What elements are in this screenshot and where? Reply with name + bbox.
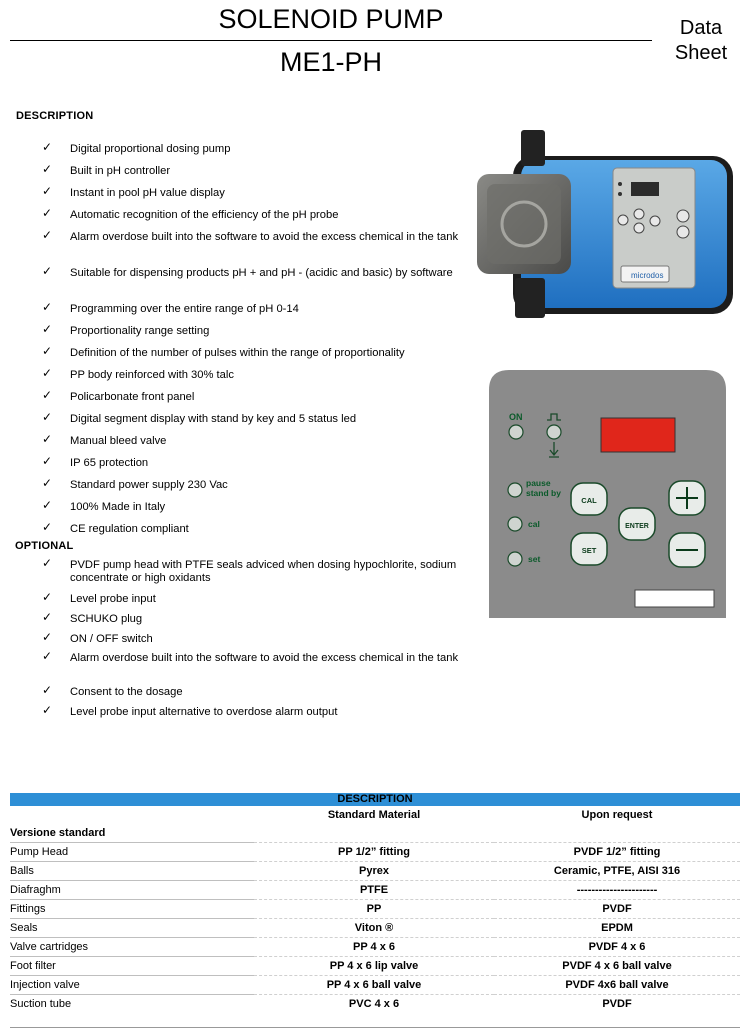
spec-table <box>10 793 740 1013</box>
enter-button-label: ENTER <box>625 523 649 530</box>
checkmark-icon: ✓ <box>42 498 53 512</box>
checkmark-icon: ✓ <box>42 556 53 570</box>
section-label: Versione standard <box>10 827 106 839</box>
optional-heading: OPTIONAL <box>15 540 74 552</box>
pause-led <box>508 483 522 497</box>
description-heading: DESCRIPTION <box>16 110 94 122</box>
checkmark-icon: ✓ <box>42 300 53 314</box>
table-header <box>10 793 740 806</box>
table-column-headers <box>10 806 740 824</box>
cal-led <box>508 517 522 531</box>
pulse-led <box>547 425 561 439</box>
checkmark-icon: ✓ <box>42 590 53 604</box>
cal-label: cal <box>528 519 540 529</box>
checkmark-icon: ✓ <box>42 520 53 534</box>
table-section <box>10 824 740 843</box>
brand-logo: microdos <box>631 271 664 280</box>
checkmark-icon: ✓ <box>42 610 53 624</box>
checkmark-icon: ✓ <box>42 703 53 717</box>
checkmark-icon: ✓ <box>42 344 53 358</box>
checkmark-icon: ✓ <box>42 410 53 424</box>
checkmark-icon: ✓ <box>42 206 53 220</box>
product-title: SOLENOID PUMP <box>218 4 444 34</box>
led-display <box>601 418 675 452</box>
stand-by-label: stand by <box>526 488 561 498</box>
checkmark-icon: ✓ <box>42 649 53 663</box>
checkmark-icon: ✓ <box>42 476 53 490</box>
table-row: Injection valve PP 4 x 6 ball valve PVDF 4x6 ball valve <box>10 976 740 995</box>
checkmark-icon: ✓ <box>42 388 53 402</box>
table-row: Diafraghm PTFE ---------------------- <box>10 881 740 900</box>
data-sheet-label: Data Sheet <box>674 17 728 64</box>
col-upon-request: Upon request <box>581 809 653 821</box>
checkmark-icon: ✓ <box>42 432 53 446</box>
checkmark-icon: ✓ <box>42 683 53 697</box>
on-label: ON <box>509 412 523 422</box>
table-row: Valve cartridges PP 4 x 6 PVDF 4 x 6 <box>10 938 740 957</box>
title-divider <box>10 40 652 41</box>
label-plate <box>635 590 714 607</box>
table-row: Pump Head PP 1/2” fitting PVDF 1/2” fitting <box>10 843 740 862</box>
table-row: Suction tube PVC 4 x 6 PVDF <box>10 995 740 1014</box>
checkmark-icon: ✓ <box>42 162 53 176</box>
checkmark-icon: ✓ <box>42 454 53 468</box>
bottom-divider <box>10 1027 740 1028</box>
table-row: Seals Viton ® EPDM <box>10 919 740 938</box>
set-led <box>508 552 522 566</box>
set-label: set <box>528 554 541 564</box>
pump-photo <box>473 128 735 324</box>
checkmark-icon: ✓ <box>42 140 53 154</box>
cal-button-label: CAL <box>581 496 597 505</box>
checkmark-icon: ✓ <box>42 228 53 242</box>
control-panel <box>489 370 726 618</box>
checkmark-icon: ✓ <box>42 366 53 380</box>
on-led <box>509 425 523 439</box>
checkmark-icon: ✓ <box>42 184 53 198</box>
checkmark-icon: ✓ <box>42 322 53 336</box>
table-row: Fittings PP PVDF <box>10 900 740 919</box>
checkmark-icon: ✓ <box>42 264 53 278</box>
table-row: Balls Pyrex Ceramic, PTFE, AISI 316 <box>10 862 740 881</box>
table-header-title: DESCRIPTION <box>10 793 740 806</box>
table-row: Foot filter PP 4 x 6 lip valve PVDF 4 x 6 ball valve <box>10 957 740 976</box>
col-standard-material: Standard Material <box>327 809 421 821</box>
pause-label: pause <box>526 478 551 488</box>
set-button-label: SET <box>581 546 597 555</box>
checkmark-icon: ✓ <box>42 630 53 644</box>
product-model: ME1-PH <box>279 47 382 77</box>
